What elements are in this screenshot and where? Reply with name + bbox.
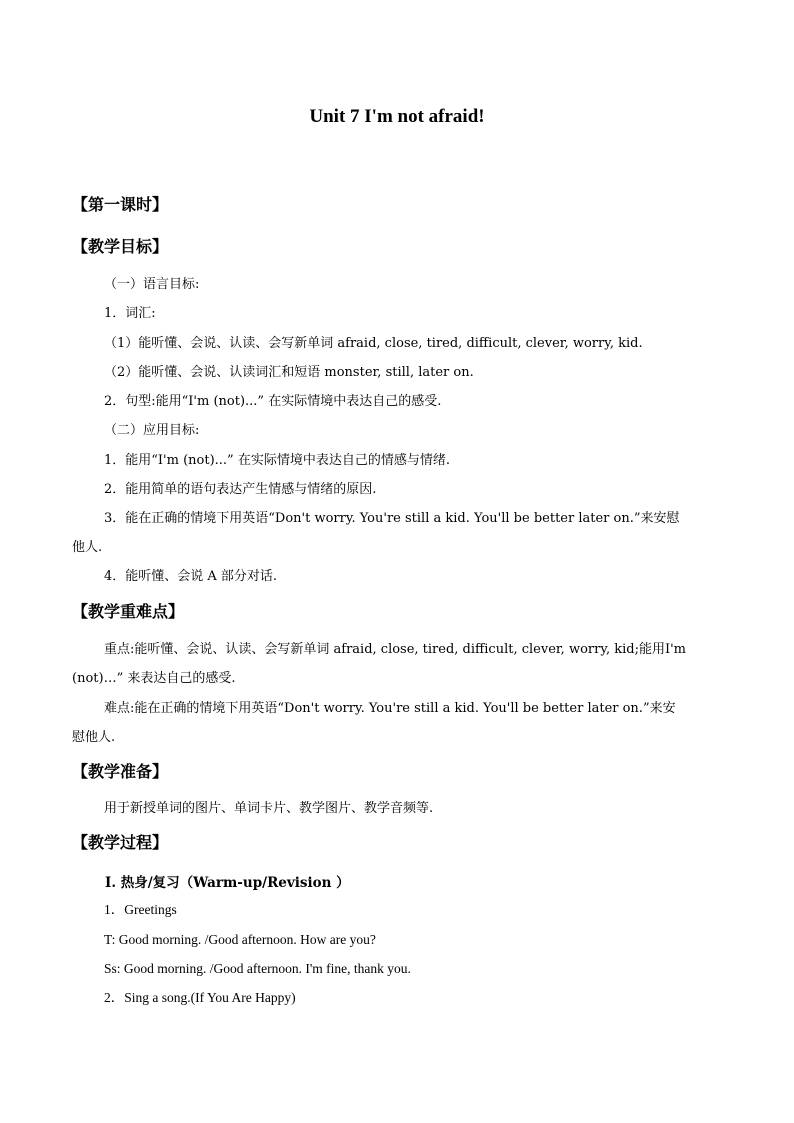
preparation-heading: 【教学准备】	[72, 762, 169, 781]
lesson-heading: 【第一课时】	[72, 195, 169, 214]
application-item-4: 4．能听懂、会说 A 部分对话.	[104, 569, 278, 584]
application-goal-label: （二）应用目标:	[104, 423, 200, 438]
difficult-point-text: 难点:能在正确的情境下用英语“Don't worry. You're still a kid. You'll be better later on.”来安	[104, 701, 676, 716]
vocab-item-2: （2）能听懂、会说、认读词汇和短语 monster, still, later on.	[104, 365, 474, 380]
key-point-text-cont: (not)…” 来表达自己的感受.	[72, 671, 236, 686]
students-line: Ss: Good morning. /Good afternoon. I'm fine, thank you.	[104, 961, 411, 976]
sentence-pattern: 2．句型:能用“I'm (not)...” 在实际情境中表达自己的感受.	[104, 394, 442, 409]
application-item-3-cont: 他人.	[72, 540, 103, 555]
key-point-text: 重点:能听懂、会说、认读、会写新单词 afraid, close, tired, difficult, clever, worry, kid;能用I'm	[104, 642, 686, 657]
step-greetings: 1．Greetings	[104, 902, 177, 917]
document-title: Unit 7 I'm not afraid!	[309, 106, 485, 127]
application-item-2: 2．能用简单的语句表达产生情感与情绪的原因.	[104, 482, 377, 497]
difficult-point-text-cont: 慰他人.	[72, 730, 116, 745]
vocab-item-1: （1）能听懂、会说、认读、会写新单词 afraid, close, tired, difficult, clever, worry, kid.	[104, 336, 643, 351]
key-points-heading: 【教学重难点】	[72, 602, 185, 621]
step-sing-song: 2．Sing a song.(If You Are Happy)	[104, 990, 296, 1005]
language-goal-label: （一）语言目标:	[104, 277, 200, 292]
vocab-label: 1．词汇:	[104, 306, 156, 321]
application-item-3: 3．能在正确的情境下用英语“Don't worry. You're still a kid. You'll be better later on.”来安慰	[104, 511, 680, 526]
objectives-heading: 【教学目标】	[72, 237, 169, 256]
warmup-subheading: I. 热身/复习（Warm-up/Revision ）	[105, 875, 350, 891]
process-heading: 【教学过程】	[72, 833, 169, 852]
teacher-line: T: Good morning. /Good afternoon. How are you?	[104, 932, 376, 947]
preparation-text: 用于新授单词的图片、单词卡片、教学图片、教学音频等.	[104, 801, 434, 816]
application-item-1: 1．能用“I'm (not)...” 在实际情境中表达自己的情感与情绪.	[104, 453, 450, 468]
